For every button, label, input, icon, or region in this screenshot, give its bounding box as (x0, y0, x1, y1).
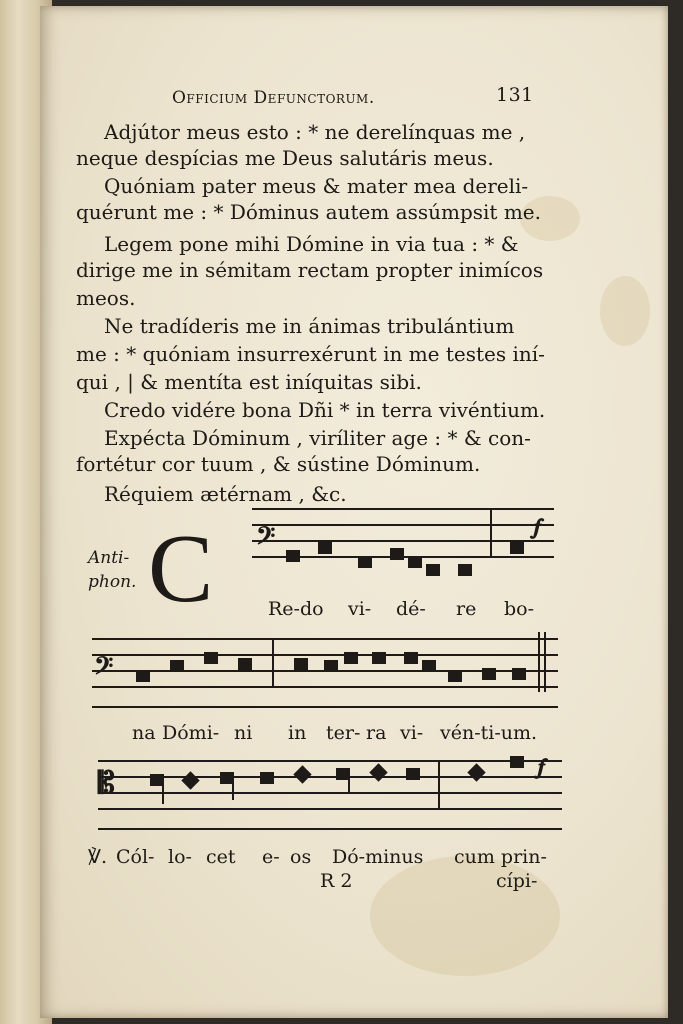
lyric-syllable: lo- (168, 846, 192, 868)
text-line: neque despícias me Deus salutáris meus. (76, 146, 494, 170)
lyric-syllable: re (456, 598, 477, 620)
versicle-symbol: ℣. (88, 846, 108, 868)
signature-mark: R 2 (320, 870, 353, 892)
lyric-syllable: ter- (326, 722, 361, 744)
text-line: quérunt me : * Dóminus autem assúmpsit me. (76, 200, 541, 224)
lyric-syllable: cet (206, 846, 236, 868)
lyric-syllable: vi- (348, 598, 372, 620)
music-staff: 𝄢 (92, 638, 558, 710)
music-staff: 𝄢 𝆑 (252, 508, 554, 578)
lyric-syllable: dé- (396, 598, 426, 620)
text-line: Adjútor meus esto : * ne derelínquas me , (104, 120, 526, 144)
antiphon-label: phon. (88, 572, 137, 592)
text-line: Credo vidére bona Dñi * in terra vivéntium. (104, 398, 546, 422)
text-line: qui , | & mentíta est iníquitas sibi. (76, 370, 422, 394)
page-number: 131 (496, 84, 534, 106)
lyric-syllable: Cól- (116, 846, 155, 868)
lyric-syllable: na (132, 722, 156, 744)
text-line: Legem pone mihi Dómine in via tua : * & (104, 232, 519, 256)
lyric-syllable: bo- (504, 598, 535, 620)
music-staff: 𝄡 𝆑 (98, 760, 562, 834)
antiphon-label: Anti- (88, 548, 130, 568)
lyric-syllable: Dó-minus (332, 846, 424, 868)
lyric-syllable: cum prin- (454, 846, 547, 868)
text-line: Ne tradíderis me in ánimas tribulántium (104, 314, 515, 338)
text-line: Expécta Dóminum , viríliter age : * & con- (104, 426, 531, 450)
text-line: dirige me in sémitam rectam propter inimícos (76, 258, 544, 282)
text-line: meos. (76, 286, 136, 310)
lyric-syllable: Dómi- (162, 722, 220, 744)
catchword: cípi- (496, 870, 538, 892)
text-line: Réquiem ætérnam , &c. (104, 482, 347, 506)
initial-letter: C (148, 515, 214, 623)
lyric-syllable: ra (366, 722, 387, 744)
paper-stain (600, 276, 650, 346)
lyric-syllable: vi- (400, 722, 424, 744)
running-title: Officium Defunctorum. (172, 88, 375, 108)
text-line: Quóniam pater meus & mater mea dereli- (104, 174, 529, 198)
text-line: fortétur cor tuum , & sústine Dóminum. (76, 452, 481, 476)
lyric-syllable: in (288, 722, 307, 744)
lyric-syllable: ni (234, 722, 253, 744)
lyric-syllable: os (290, 846, 312, 868)
lyric-syllable: vén-ti-um. (440, 722, 538, 744)
lyric-syllable: Re-do (268, 598, 324, 620)
lyric-syllable: e- (262, 846, 280, 868)
text-line: me : * quóniam insurrexérunt in me testes iní- (76, 342, 545, 366)
